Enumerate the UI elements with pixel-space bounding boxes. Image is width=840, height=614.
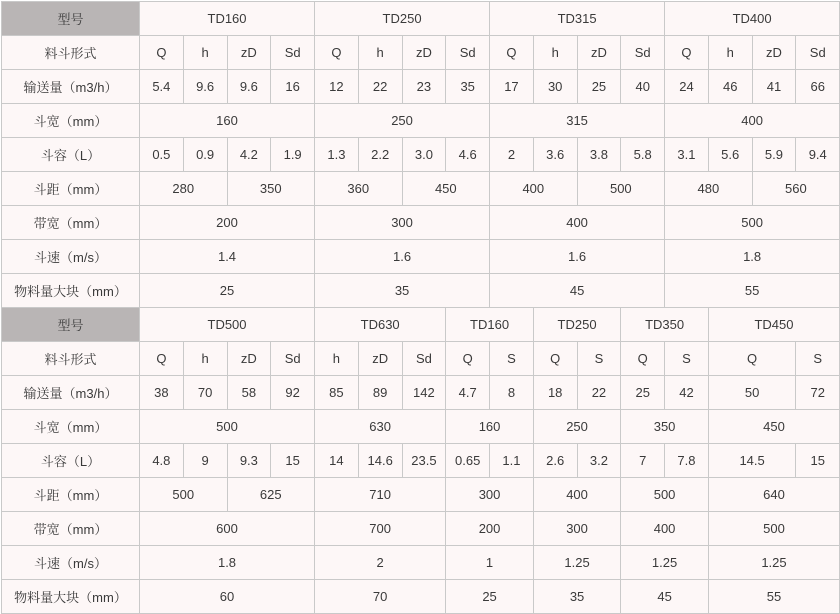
row-label-bucket-pitch-top: 斗距（mm）	[2, 172, 140, 206]
capacity-cell: 30	[533, 70, 577, 104]
bucket-pitch-cell: 500	[621, 478, 709, 512]
bucket-volume-cell: 7.8	[665, 444, 709, 478]
hopper-type-cell: zD	[577, 36, 621, 70]
bucket-pitch-cell: 400	[490, 172, 578, 206]
capacity-cell: 85	[315, 376, 359, 410]
capacity-cell: 66	[796, 70, 840, 104]
capacity-cell: 12	[315, 70, 359, 104]
row-label-bucket-width-bottom: 斗宽（mm）	[2, 410, 140, 444]
capacity-cell: 25	[621, 376, 665, 410]
bucket-volume-cell: 1.3	[315, 138, 359, 172]
bucket-volume-cell: 3.1	[665, 138, 709, 172]
bucket-width-cell: 500	[140, 410, 315, 444]
belt-width-cell: 500	[665, 206, 840, 240]
bucket-volume-cell: 14.5	[708, 444, 796, 478]
hopper-type-cell: Q	[621, 342, 665, 376]
bucket-width-cell: 630	[315, 410, 446, 444]
row-label-bucket-speed-bottom: 斗速（m/s）	[2, 546, 140, 580]
bucket-speed-cell: 1.6	[315, 240, 490, 274]
capacity-cell: 142	[402, 376, 446, 410]
row-label-bucket-volume-bottom: 斗容（L）	[2, 444, 140, 478]
bucket-speed-cell: 1.25	[708, 546, 839, 580]
row-label-model-bottom: 型号	[2, 308, 140, 342]
hopper-type-cell: Q	[140, 36, 184, 70]
belt-width-cell: 300	[315, 206, 490, 240]
row-label-bucket-pitch-bottom: 斗距（mm）	[2, 478, 140, 512]
hopper-type-cell: Sd	[402, 342, 446, 376]
bucket-width-cell: 250	[533, 410, 621, 444]
hopper-type-cell: Sd	[621, 36, 665, 70]
table-row	[2, 36, 840, 70]
hopper-type-cell: zD	[358, 342, 402, 376]
specification-table	[1, 1, 840, 614]
hopper-type-cell: Q	[140, 342, 184, 376]
bucket-pitch-cell: 625	[227, 478, 315, 512]
belt-width-cell: 700	[315, 512, 446, 546]
table-row	[2, 172, 840, 206]
hopper-type-cell: zD	[752, 36, 796, 70]
row-label-hopper-type-bottom: 料斗形式	[2, 342, 140, 376]
hopper-type-cell: h	[358, 36, 402, 70]
capacity-cell: 4.7	[446, 376, 490, 410]
table-row	[2, 2, 840, 36]
belt-width-cell: 400	[490, 206, 665, 240]
bucket-volume-cell: 0.5	[140, 138, 184, 172]
bucket-speed-cell: 1.6	[490, 240, 665, 274]
capacity-cell: 70	[183, 376, 227, 410]
spec-table-page	[0, 1, 840, 605]
hopper-type-cell: Q	[665, 36, 709, 70]
model-cell: TD350	[621, 308, 709, 342]
hopper-type-cell: Q	[533, 342, 577, 376]
hopper-type-cell: S	[577, 342, 621, 376]
hopper-type-cell: Sd	[271, 342, 315, 376]
bucket-volume-cell: 4.8	[140, 444, 184, 478]
max-lump-cell: 45	[490, 274, 665, 308]
row-label-bucket-speed-top: 斗速（m/s）	[2, 240, 140, 274]
hopper-type-cell: h	[315, 342, 359, 376]
hopper-type-cell: Sd	[271, 36, 315, 70]
bucket-pitch-cell: 640	[708, 478, 839, 512]
capacity-cell: 89	[358, 376, 402, 410]
capacity-cell: 42	[665, 376, 709, 410]
hopper-type-cell: zD	[227, 36, 271, 70]
bucket-volume-cell: 1.9	[271, 138, 315, 172]
capacity-cell: 41	[752, 70, 796, 104]
table-row	[2, 512, 840, 546]
capacity-cell: 9.6	[183, 70, 227, 104]
hopper-type-cell: h	[183, 342, 227, 376]
capacity-cell: 58	[227, 376, 271, 410]
belt-width-cell: 600	[140, 512, 315, 546]
bucket-width-cell: 450	[708, 410, 839, 444]
bucket-volume-cell: 2	[490, 138, 534, 172]
bucket-volume-cell: 3.6	[533, 138, 577, 172]
hopper-type-cell: Q	[315, 36, 359, 70]
bucket-volume-cell: 3.0	[402, 138, 446, 172]
hopper-type-cell: Sd	[446, 36, 490, 70]
bucket-speed-cell: 2	[315, 546, 446, 580]
model-cell: TD630	[315, 308, 446, 342]
model-cell: TD450	[708, 308, 839, 342]
bucket-volume-cell: 1.1	[490, 444, 534, 478]
bucket-speed-cell: 1.8	[140, 546, 315, 580]
max-lump-cell: 45	[621, 580, 709, 614]
table-row	[2, 104, 840, 138]
capacity-cell: 17	[490, 70, 534, 104]
capacity-cell: 8	[490, 376, 534, 410]
model-cell: TD250	[315, 2, 490, 36]
bucket-volume-cell: 4.6	[446, 138, 490, 172]
table-row	[2, 240, 840, 274]
table-row	[2, 546, 840, 580]
bucket-pitch-cell: 360	[315, 172, 403, 206]
bucket-volume-cell: 2.6	[533, 444, 577, 478]
bucket-volume-cell: 7	[621, 444, 665, 478]
table-row	[2, 410, 840, 444]
bucket-speed-cell: 1.25	[533, 546, 621, 580]
table-row	[2, 308, 840, 342]
bucket-pitch-cell: 560	[752, 172, 840, 206]
bucket-speed-cell: 1.8	[665, 240, 840, 274]
max-lump-cell: 25	[446, 580, 534, 614]
capacity-cell: 18	[533, 376, 577, 410]
bucket-volume-cell: 9.3	[227, 444, 271, 478]
bucket-volume-cell: 2.2	[358, 138, 402, 172]
hopper-type-cell: S	[665, 342, 709, 376]
capacity-cell: 72	[796, 376, 840, 410]
bucket-volume-cell: 9.4	[796, 138, 840, 172]
bucket-speed-cell: 1	[446, 546, 534, 580]
bucket-volume-cell: 9	[183, 444, 227, 478]
hopper-type-cell: Q	[708, 342, 796, 376]
bucket-volume-cell: 23.5	[402, 444, 446, 478]
bucket-pitch-cell: 300	[446, 478, 534, 512]
max-lump-cell: 25	[140, 274, 315, 308]
row-label-capacity-bottom: 输送量（m3/h）	[2, 376, 140, 410]
model-cell: TD160	[140, 2, 315, 36]
max-lump-cell: 55	[665, 274, 840, 308]
hopper-type-cell: S	[490, 342, 534, 376]
bucket-volume-cell: 3.2	[577, 444, 621, 478]
capacity-cell: 35	[446, 70, 490, 104]
bucket-speed-cell: 1.4	[140, 240, 315, 274]
row-label-bucket-width-top: 斗宽（mm）	[2, 104, 140, 138]
capacity-cell: 46	[708, 70, 752, 104]
max-lump-cell: 70	[315, 580, 446, 614]
table-row	[2, 138, 840, 172]
bucket-speed-cell: 1.25	[621, 546, 709, 580]
bucket-width-cell: 160	[140, 104, 315, 138]
table-row	[2, 376, 840, 410]
row-label-model-top: 型号	[2, 2, 140, 36]
max-lump-cell: 55	[708, 580, 839, 614]
table-row	[2, 206, 840, 240]
capacity-cell: 22	[577, 376, 621, 410]
capacity-cell: 5.4	[140, 70, 184, 104]
capacity-cell: 38	[140, 376, 184, 410]
max-lump-cell: 60	[140, 580, 315, 614]
capacity-cell: 25	[577, 70, 621, 104]
capacity-cell: 23	[402, 70, 446, 104]
hopper-type-cell: h	[708, 36, 752, 70]
bucket-pitch-cell: 400	[533, 478, 621, 512]
bucket-pitch-cell: 480	[665, 172, 753, 206]
bucket-pitch-cell: 280	[140, 172, 228, 206]
row-label-max-lump-top: 物料量大块（mm）	[2, 274, 140, 308]
hopper-type-cell: zD	[227, 342, 271, 376]
bucket-volume-cell: 14.6	[358, 444, 402, 478]
belt-width-cell: 200	[446, 512, 534, 546]
bucket-volume-cell: 3.8	[577, 138, 621, 172]
table-body	[2, 2, 840, 614]
hopper-type-cell: Sd	[796, 36, 840, 70]
bucket-volume-cell: 5.9	[752, 138, 796, 172]
row-label-hopper-type-top: 料斗形式	[2, 36, 140, 70]
table-row	[2, 580, 840, 614]
table-row	[2, 70, 840, 104]
model-cell: TD160	[446, 308, 534, 342]
model-cell: TD500	[140, 308, 315, 342]
capacity-cell: 40	[621, 70, 665, 104]
row-label-belt-width-bottom: 带宽（mm）	[2, 512, 140, 546]
table-row	[2, 478, 840, 512]
belt-width-cell: 300	[533, 512, 621, 546]
hopper-type-cell: Q	[446, 342, 490, 376]
table-row	[2, 444, 840, 478]
model-cell: TD315	[490, 2, 665, 36]
bucket-pitch-cell: 500	[577, 172, 665, 206]
belt-width-cell: 500	[708, 512, 839, 546]
row-label-belt-width-top: 带宽（mm）	[2, 206, 140, 240]
max-lump-cell: 35	[315, 274, 490, 308]
bucket-width-cell: 250	[315, 104, 490, 138]
capacity-cell: 22	[358, 70, 402, 104]
bucket-volume-cell: 0.9	[183, 138, 227, 172]
bucket-pitch-cell: 710	[315, 478, 446, 512]
bucket-volume-cell: 5.8	[621, 138, 665, 172]
bucket-width-cell: 350	[621, 410, 709, 444]
capacity-cell: 92	[271, 376, 315, 410]
capacity-cell: 50	[708, 376, 796, 410]
bucket-volume-cell: 4.2	[227, 138, 271, 172]
bucket-width-cell: 160	[446, 410, 534, 444]
bucket-pitch-cell: 350	[227, 172, 315, 206]
bucket-volume-cell: 5.6	[708, 138, 752, 172]
table-row	[2, 342, 840, 376]
hopper-type-cell: h	[183, 36, 227, 70]
model-cell: TD400	[665, 2, 840, 36]
bucket-width-cell: 400	[665, 104, 840, 138]
bucket-volume-cell: 0.65	[446, 444, 490, 478]
capacity-cell: 16	[271, 70, 315, 104]
bucket-pitch-cell: 500	[140, 478, 228, 512]
max-lump-cell: 35	[533, 580, 621, 614]
row-label-max-lump-bottom: 物料量大块（mm）	[2, 580, 140, 614]
bucket-pitch-cell: 450	[402, 172, 490, 206]
row-label-bucket-volume-top: 斗容（L）	[2, 138, 140, 172]
row-label-capacity-top: 输送量（m3/h）	[2, 70, 140, 104]
table-row	[2, 274, 840, 308]
belt-width-cell: 200	[140, 206, 315, 240]
hopper-type-cell: h	[533, 36, 577, 70]
hopper-type-cell: S	[796, 342, 840, 376]
hopper-type-cell: zD	[402, 36, 446, 70]
bucket-volume-cell: 14	[315, 444, 359, 478]
model-cell: TD250	[533, 308, 621, 342]
capacity-cell: 24	[665, 70, 709, 104]
bucket-volume-cell: 15	[271, 444, 315, 478]
capacity-cell: 9.6	[227, 70, 271, 104]
bucket-volume-cell: 15	[796, 444, 840, 478]
hopper-type-cell: Q	[490, 36, 534, 70]
belt-width-cell: 400	[621, 512, 709, 546]
bucket-width-cell: 315	[490, 104, 665, 138]
